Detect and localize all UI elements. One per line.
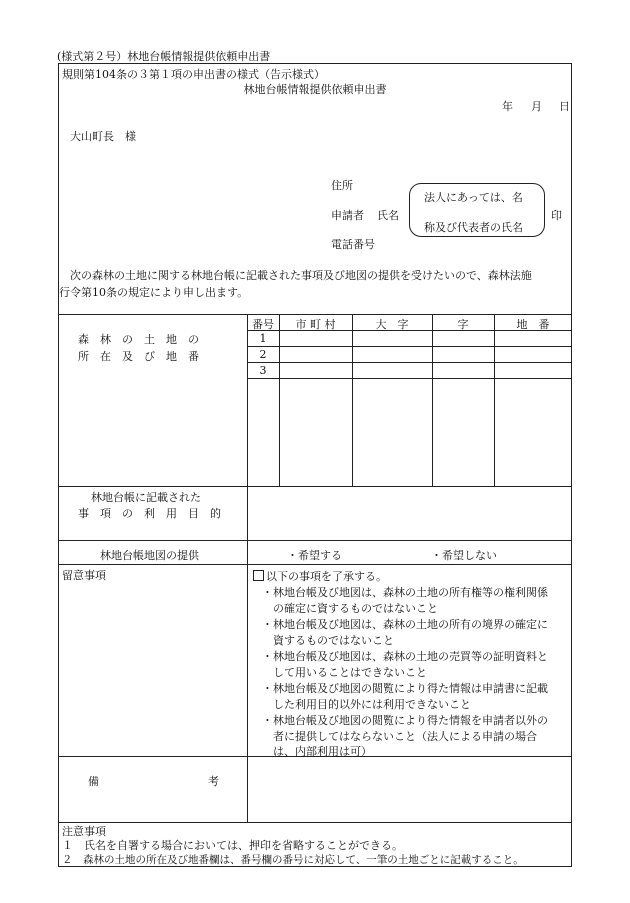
grid-row-divider xyxy=(247,362,572,363)
document-title: 林地台帳情報提供依頼申出書 xyxy=(243,83,387,96)
notes-label: 留意事項 xyxy=(62,569,106,582)
purpose-label-line2: 事 項 の 利 用 目 的 xyxy=(78,507,221,520)
grid-row-divider xyxy=(247,346,572,347)
grid-col-divider xyxy=(279,314,280,486)
body-text-line2: 行令第10条の規定により申し出ます。 xyxy=(59,286,249,299)
notes-line: ・林地台帳及び地図の閲覧により得た情報を申請者以外の xyxy=(262,714,548,727)
section-divider xyxy=(58,540,572,541)
purpose-label-line1: 林地台帳に記載された xyxy=(91,491,201,504)
notes-line: 資するものではないこと xyxy=(273,634,394,647)
date-month: 月 xyxy=(531,100,542,113)
footer-heading: 注意事項 xyxy=(62,825,106,838)
row-number: 1 xyxy=(259,332,267,345)
remarks-label-left: 備 xyxy=(88,775,99,788)
section-divider xyxy=(58,822,572,823)
header-oaza: 大 字 xyxy=(375,318,409,331)
notes-intro-row xyxy=(253,568,387,584)
form-number: (様式第２号）林地台帳情報提供依頼申出書 xyxy=(57,50,271,63)
name-label: 氏名 xyxy=(377,209,399,222)
notes-line: 者に提供してはならないこと（法人による申請の場合 xyxy=(273,730,537,743)
date-day: 日 xyxy=(559,100,570,113)
corporate-note-line2: 称及び代表者の氏名 xyxy=(424,221,523,234)
label-column-divider xyxy=(247,314,248,822)
footer-item: ２ 森林の土地の所在及び地番欄は、番号欄の番号に対応して、一筆の土地ごとに記載すること。 xyxy=(62,854,524,866)
grid-row-divider xyxy=(247,378,572,379)
notes-line: して用いることはできないこと xyxy=(273,666,427,679)
grid-col-divider xyxy=(432,314,433,486)
grid-col-divider xyxy=(494,314,495,486)
notes-line: ・林地台帳及び地図は、森林の土地の所有権等の権利関係 xyxy=(262,586,548,599)
map-option-no[interactable]: ・希望しない xyxy=(431,549,497,562)
header-municipality: 市 町 村 xyxy=(295,318,336,331)
header-lot-number: 地 番 xyxy=(516,318,550,331)
body-text-line1: 次の森林の土地に関する林地台帳に記載された事項及び地図の提供を受けたいので、森林法施 xyxy=(70,269,532,282)
section-divider xyxy=(58,564,572,565)
applicant-label: 申請者 xyxy=(331,209,364,222)
date-year: 年 xyxy=(502,100,513,113)
notes-line: ・林地台帳及び地図の閲覧により得た情報は申請書に記載 xyxy=(262,682,548,695)
section-divider xyxy=(58,486,572,487)
notes-line: は、内部利用は可） xyxy=(273,745,372,758)
notes-line: の確定に資するものではないこと xyxy=(273,602,438,615)
remarks-label-right: 考 xyxy=(208,775,219,788)
footer-item: １ 氏名を自署する場合においては、押印を省略することができる。 xyxy=(62,839,403,852)
location-label-line2: 所 在 及 び 地 番 xyxy=(78,350,199,363)
addressee: 大山町長 様 xyxy=(70,130,136,143)
acknowledge-checkbox[interactable] xyxy=(253,570,264,581)
map-option-yes[interactable]: ・希望する xyxy=(287,549,342,562)
location-label-line1: 森 林 の 土 地 の xyxy=(78,333,199,346)
corporate-note-line1: 法人にあっては、名 xyxy=(424,191,523,204)
map-label: 林地台帳地図の提供 xyxy=(100,549,199,562)
phone-label: 電話番号 xyxy=(331,238,375,251)
header-number: 番号 xyxy=(252,318,274,331)
notes-intro: 以下の事項を了承する。 xyxy=(266,570,387,583)
grid-col-divider xyxy=(352,314,353,486)
rule-note: 規則第104条の３第１項の申出書の様式（告示様式） xyxy=(62,68,325,81)
header-aza: 字 xyxy=(457,318,469,331)
address-label: 住所 xyxy=(331,179,353,192)
seal-mark: 印 xyxy=(551,209,562,222)
notes-line: ・林地台帳及び地図は、森林の土地の売買等の証明資料と xyxy=(262,650,548,663)
notes-line: ・林地台帳及び地図は、森林の土地の所有の境界の確定に xyxy=(262,618,548,631)
row-number: 2 xyxy=(259,348,267,361)
notes-line: した利用目的以外には利用できないこと xyxy=(273,698,471,711)
row-number: 3 xyxy=(259,364,267,377)
